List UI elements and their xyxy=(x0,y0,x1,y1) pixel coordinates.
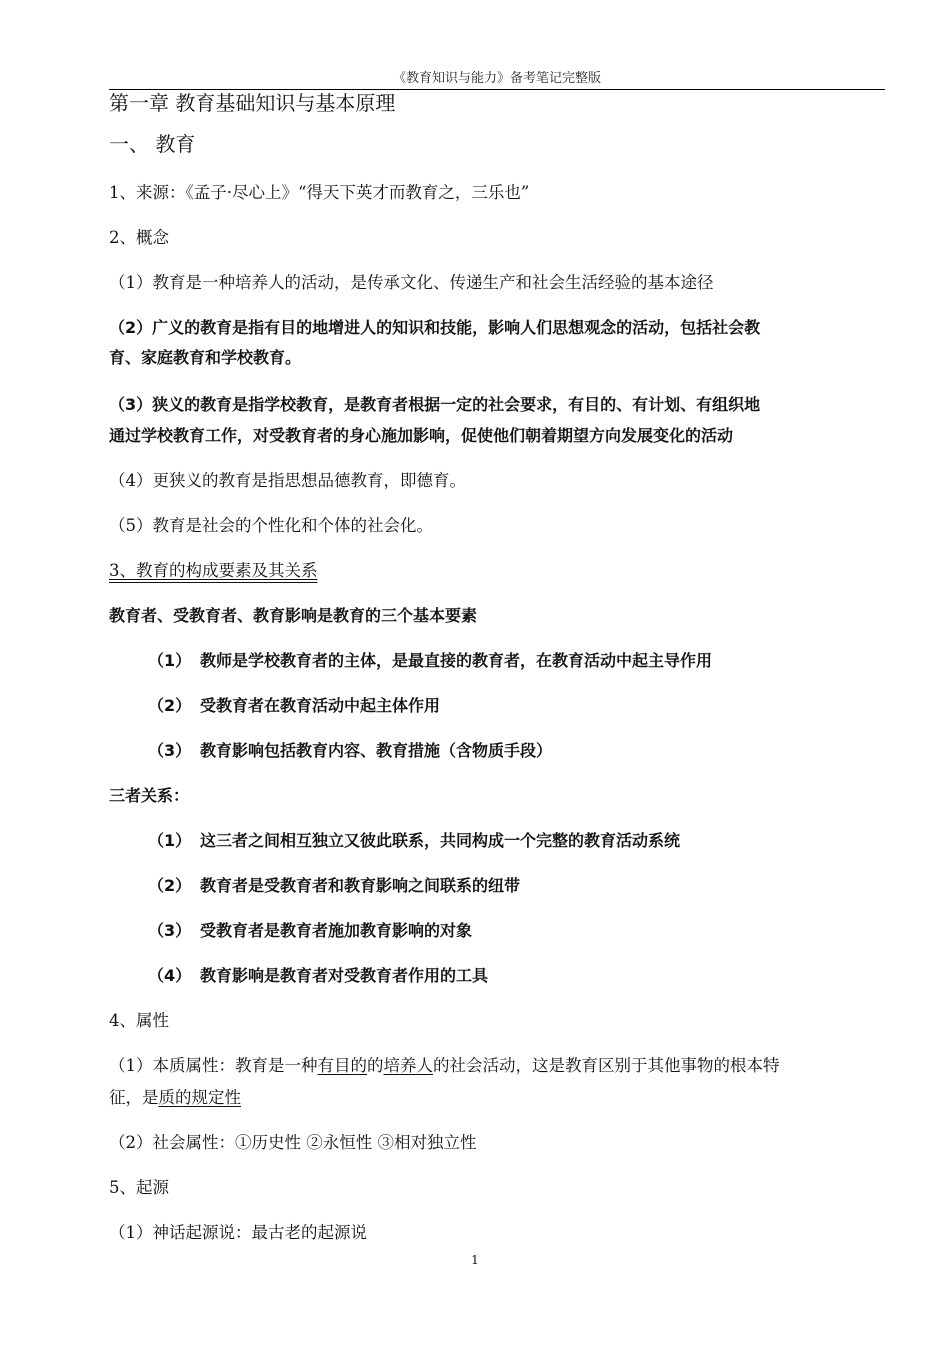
attr-underline-quality: 质的规定性 xyxy=(158,1088,241,1107)
relation-item-4-num: （4） xyxy=(148,966,192,985)
relation-item-2-text: 教育者是受教育者和教育影响之间联系的纽带 xyxy=(200,876,521,895)
attr-text-c: 的社会活动，这是教育区别于其他事物的根本特 xyxy=(433,1056,780,1075)
concept-item-5: （5）教育是社会的个性化和个体的社会化。 xyxy=(109,516,433,535)
attr-text-a: （1）本质属性：教育是一种 xyxy=(109,1056,318,1075)
element-item-3 xyxy=(148,740,552,762)
origin-item-1: （1）神话起源说：最古老的起源说 xyxy=(109,1223,367,1242)
attribute-item-1-line1 xyxy=(109,1055,780,1077)
relation-item-1 xyxy=(148,830,680,852)
relation-item-2 xyxy=(148,875,520,897)
source-paragraph: 1、来源：《孟子·尽心上》“得天下英才而教育之，三乐也” xyxy=(109,183,530,202)
element-item-1-num: （1） xyxy=(148,651,192,670)
element-item-1 xyxy=(148,650,712,672)
concept-item-2-line1: （2）广义的教育是指有目的地增进人的知识和技能，影响人们思想观念的活动，包括社会教 xyxy=(109,318,761,337)
attr-underline-purpose: 有目的 xyxy=(317,1056,367,1075)
concept-heading: 2、概念 xyxy=(109,228,169,247)
attribute-heading: 4、属性 xyxy=(109,1011,169,1030)
relation-item-3-text: 受教育者是教育者施加教育影响的对象 xyxy=(200,921,473,940)
element-item-3-num: （3） xyxy=(148,741,192,760)
attribute-item-2: （2）社会属性：①历史性 ②永恒性 ③相对独立性 xyxy=(109,1133,477,1152)
concept-item-2-line2: 育、家庭教育和学校教育。 xyxy=(109,348,302,367)
element-item-1-text: 教师是学校教育者的主体，是最直接的教育者，在教育活动中起主导作用 xyxy=(200,651,713,670)
relation-item-3 xyxy=(148,920,472,942)
concept-item-1: （1）教育是一种培养人的活动，是传承文化、传递生产和社会生活经验的基本途径 xyxy=(109,273,714,292)
element-item-2-text: 受教育者在教育活动中起主体作用 xyxy=(200,696,441,715)
relation-item-1-text: 这三者之间相互独立又彼此联系，共同构成一个完整的教育活动系统 xyxy=(200,831,681,850)
relation-item-4 xyxy=(148,965,488,987)
chapter-title: 第一章 教育基础知识与基本原理 xyxy=(109,91,396,115)
elements-heading: 3、教育的构成要素及其关系 xyxy=(109,561,318,580)
attribute-item-1-line2 xyxy=(109,1087,241,1109)
attr-underline-cultivate: 培养人 xyxy=(383,1056,433,1075)
relation-item-3-num: （3） xyxy=(148,921,192,940)
relation-item-2-num: （2） xyxy=(148,876,192,895)
relation-item-1-num: （1） xyxy=(148,831,192,850)
element-item-2 xyxy=(148,695,440,717)
page-header: 《教育知识与能力》备考笔记完整版 xyxy=(109,68,885,90)
concept-item-3-line1: （3）狭义的教育是指学校教育，是教育者根据一定的社会要求，有目的、有计划、有组织地 xyxy=(109,395,761,414)
element-item-2-num: （2） xyxy=(148,696,192,715)
relation-item-4-text: 教育影响是教育者对受教育者作用的工具 xyxy=(200,966,489,985)
page-number: 1 xyxy=(471,1253,479,1267)
elements-intro: 教育者、受教育者、教育影响是教育的三个基本要素 xyxy=(109,606,478,625)
attr-text-b: 的 xyxy=(367,1056,384,1075)
section-title: 一、 教育 xyxy=(109,132,196,156)
relation-title: 三者关系： xyxy=(109,786,190,805)
element-item-3-text: 教育影响包括教育内容、教育措施（含物质手段） xyxy=(200,741,553,760)
attr-text-d: 征，是 xyxy=(109,1088,159,1107)
concept-item-4: （4）更狭义的教育是指思想品德教育，即德育。 xyxy=(109,471,466,490)
concept-item-3-line2: 通过学校教育工作，对受教育者的身心施加影响，促使他们朝着期望方向发展变化的活动 xyxy=(109,426,734,445)
origin-heading: 5、起源 xyxy=(109,1178,169,1197)
